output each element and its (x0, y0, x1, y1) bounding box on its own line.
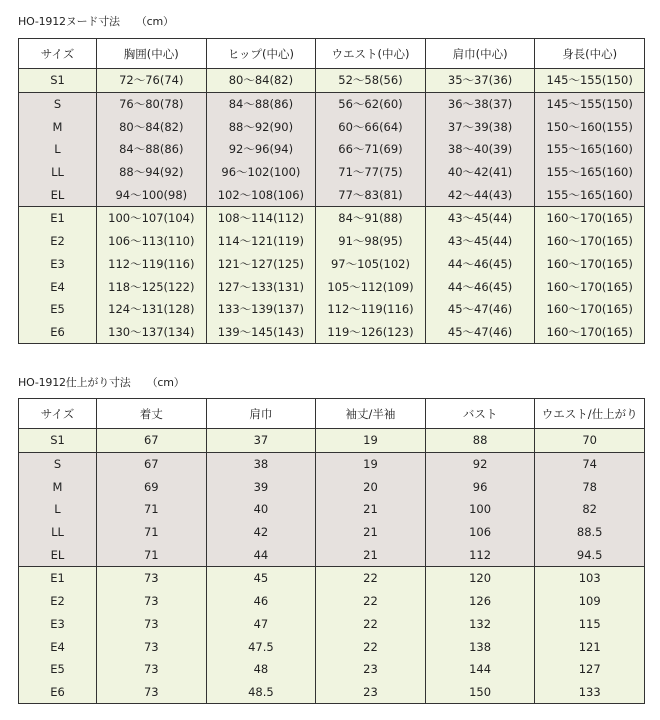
table-cell: 73 (97, 567, 207, 590)
table-cell: 160～170(165) (535, 253, 645, 276)
table-cell: 19 (316, 429, 426, 453)
table-cell: 94～100(98) (97, 183, 207, 206)
size-label-cell: E2 (19, 230, 97, 253)
header-size: サイズ (19, 399, 97, 429)
table-cell: 139～145(143) (206, 321, 316, 344)
table-cell: 84～88(86) (206, 92, 316, 115)
table-row (19, 429, 645, 453)
size-label-cell: E3 (19, 613, 97, 636)
table-cell: 160～170(165) (535, 275, 645, 298)
size-label-cell: E5 (19, 658, 97, 681)
table-row (19, 253, 645, 276)
table-cell: 23 (316, 681, 426, 704)
table-cell: 91～98(95) (316, 230, 426, 253)
table-cell: 160～170(165) (535, 230, 645, 253)
table-cell: 52～58(56) (316, 69, 426, 93)
table-cell: 72～76(74) (97, 69, 207, 93)
table-cell: 88～94(92) (97, 161, 207, 184)
table-cell: 88～92(90) (206, 115, 316, 138)
size-label-cell: E3 (19, 253, 97, 276)
size-label-cell: M (19, 115, 97, 138)
size-label-cell: EL (19, 183, 97, 206)
table-cell: 60～66(64) (316, 115, 426, 138)
table-cell: 37～39(38) (425, 115, 535, 138)
table-cell: 43～45(44) (425, 207, 535, 230)
table-row (19, 183, 645, 206)
table-cell: 47.5 (206, 635, 316, 658)
table-cell: 120 (425, 567, 535, 590)
table-cell: 121～127(125) (206, 253, 316, 276)
table-cell: 155～165(160) (535, 138, 645, 161)
table-cell: 71～77(75) (316, 161, 426, 184)
header-bust: 胸囲(中心) (97, 39, 207, 69)
table-cell: 74 (535, 452, 645, 475)
table-cell: 126 (425, 590, 535, 613)
header-length: 着丈 (97, 399, 207, 429)
table-cell: 73 (97, 635, 207, 658)
nude-table-caption (18, 13, 174, 29)
table-cell: 82 (535, 498, 645, 521)
table-cell: 78 (535, 475, 645, 498)
table-cell: 105～112(109) (316, 275, 426, 298)
table-cell: 119～126(123) (316, 321, 426, 344)
table-cell: 94.5 (535, 543, 645, 566)
table-cell: 130～137(134) (97, 321, 207, 344)
table-cell: 70 (535, 429, 645, 453)
table-row (19, 613, 645, 636)
table-cell: 48 (206, 658, 316, 681)
table-row (19, 275, 645, 298)
finished-table-caption (18, 374, 185, 390)
table-cell: 115 (535, 613, 645, 636)
table-header-row (19, 39, 645, 69)
header-shoulder: 肩巾 (206, 399, 316, 429)
table-cell: 77～83(81) (316, 183, 426, 206)
table-row (19, 452, 645, 475)
table-cell: 22 (316, 635, 426, 658)
table-cell: 80～84(82) (97, 115, 207, 138)
size-label-cell: M (19, 475, 97, 498)
nude-table-title: HO-1912ヌード寸法 (18, 15, 120, 28)
table-cell: 132 (425, 613, 535, 636)
table-cell: 92 (425, 452, 535, 475)
table-cell: 47 (206, 613, 316, 636)
table-cell: 22 (316, 613, 426, 636)
table-cell: 133 (535, 681, 645, 704)
table-cell: 71 (97, 498, 207, 521)
table-cell: 56～62(60) (316, 92, 426, 115)
header-height: 身長(中心) (535, 39, 645, 69)
table-cell: 88.5 (535, 521, 645, 544)
table-row (19, 498, 645, 521)
size-label-cell: L (19, 138, 97, 161)
table-row (19, 69, 645, 93)
size-label-cell: E4 (19, 635, 97, 658)
table-cell: 114～121(119) (206, 230, 316, 253)
table-cell: 96 (425, 475, 535, 498)
table-cell: 44 (206, 543, 316, 566)
table-header-row (19, 399, 645, 429)
table-cell: 71 (97, 521, 207, 544)
table-cell: 73 (97, 681, 207, 704)
table-row (19, 521, 645, 544)
table-cell: 45 (206, 567, 316, 590)
table-cell: 100～107(104) (97, 207, 207, 230)
table-cell: 42～44(43) (425, 183, 535, 206)
table-cell: 67 (97, 429, 207, 453)
table-cell: 112 (425, 543, 535, 566)
table-cell: 39 (206, 475, 316, 498)
table-cell: 109 (535, 590, 645, 613)
table-cell: 44～46(45) (425, 275, 535, 298)
table-cell: 121 (535, 635, 645, 658)
nude-table-unit: （cm） (135, 15, 174, 28)
table-row (19, 115, 645, 138)
header-shoulder: 肩巾(中心) (425, 39, 535, 69)
table-cell: 155～165(160) (535, 161, 645, 184)
table-row (19, 321, 645, 344)
table-cell: 21 (316, 521, 426, 544)
table-row (19, 567, 645, 590)
table-row (19, 138, 645, 161)
header-waist-finished: ウエスト/仕上がり (535, 399, 645, 429)
table-cell: 22 (316, 590, 426, 613)
table-cell: 19 (316, 452, 426, 475)
table-cell: 76～80(78) (97, 92, 207, 115)
table-cell: 97～105(102) (316, 253, 426, 276)
nude-size-table (18, 38, 645, 344)
table-cell: 103 (535, 567, 645, 590)
table-cell: 124～131(128) (97, 298, 207, 321)
size-label-cell: S1 (19, 429, 97, 453)
table-cell: 38～40(39) (425, 138, 535, 161)
size-label-cell: S1 (19, 69, 97, 93)
table-cell: 145～155(150) (535, 69, 645, 93)
table-row (19, 92, 645, 115)
table-cell: 100 (425, 498, 535, 521)
table-cell: 138 (425, 635, 535, 658)
table-cell: 43～45(44) (425, 230, 535, 253)
table-row (19, 658, 645, 681)
table-cell: 145～155(150) (535, 92, 645, 115)
header-waist: ウエスト(中心) (316, 39, 426, 69)
table-row (19, 298, 645, 321)
table-cell: 150 (425, 681, 535, 704)
size-label-cell: LL (19, 521, 97, 544)
size-label-cell: S (19, 92, 97, 115)
header-size: サイズ (19, 39, 97, 69)
table-cell: 40 (206, 498, 316, 521)
table-cell: 133～139(137) (206, 298, 316, 321)
table-cell: 45～47(46) (425, 321, 535, 344)
table-cell: 46 (206, 590, 316, 613)
table-cell: 36～38(37) (425, 92, 535, 115)
size-label-cell: E1 (19, 207, 97, 230)
table-cell: 88 (425, 429, 535, 453)
table-cell: 67 (97, 452, 207, 475)
table-cell: 108～114(112) (206, 207, 316, 230)
table-cell: 112～119(116) (316, 298, 426, 321)
table-cell: 44～46(45) (425, 253, 535, 276)
table-cell: 106 (425, 521, 535, 544)
table-cell: 155～165(160) (535, 183, 645, 206)
size-label-cell: EL (19, 543, 97, 566)
table-cell: 21 (316, 543, 426, 566)
finished-size-table (18, 398, 645, 704)
size-label-cell: E4 (19, 275, 97, 298)
table-cell: 22 (316, 567, 426, 590)
size-label-cell: LL (19, 161, 97, 184)
table-cell: 23 (316, 658, 426, 681)
table-cell: 45～47(46) (425, 298, 535, 321)
table-cell: 42 (206, 521, 316, 544)
table-cell: 92～96(94) (206, 138, 316, 161)
table-row (19, 161, 645, 184)
table-cell: 40～42(41) (425, 161, 535, 184)
size-label-cell: S (19, 452, 97, 475)
table-cell: 73 (97, 658, 207, 681)
table-cell: 160～170(165) (535, 207, 645, 230)
size-label-cell: E6 (19, 321, 97, 344)
table-cell: 80～84(82) (206, 69, 316, 93)
header-hip: ヒップ(中心) (206, 39, 316, 69)
table-cell: 150～160(155) (535, 115, 645, 138)
table-row (19, 635, 645, 658)
size-label-cell: E6 (19, 681, 97, 704)
size-label-cell: E2 (19, 590, 97, 613)
table-cell: 96～102(100) (206, 161, 316, 184)
size-label-cell: E5 (19, 298, 97, 321)
table-cell: 35～37(36) (425, 69, 535, 93)
table-row (19, 230, 645, 253)
table-cell: 160～170(165) (535, 298, 645, 321)
table-cell: 73 (97, 613, 207, 636)
table-cell: 71 (97, 543, 207, 566)
table-row (19, 590, 645, 613)
finished-table-title: HO-1912仕上がり寸法 (18, 376, 131, 389)
table-row (19, 681, 645, 704)
table-cell: 118～125(122) (97, 275, 207, 298)
table-cell: 127 (535, 658, 645, 681)
table-cell: 20 (316, 475, 426, 498)
table-cell: 37 (206, 429, 316, 453)
table-cell: 127～133(131) (206, 275, 316, 298)
table-cell: 106～113(110) (97, 230, 207, 253)
table-cell: 21 (316, 498, 426, 521)
finished-table-unit: （cm） (146, 376, 185, 389)
table-row (19, 475, 645, 498)
header-sleeve: 袖丈/半袖 (316, 399, 426, 429)
table-row (19, 207, 645, 230)
header-bust: バスト (425, 399, 535, 429)
table-row (19, 543, 645, 566)
table-cell: 66～71(69) (316, 138, 426, 161)
table-cell: 160～170(165) (535, 321, 645, 344)
table-cell: 48.5 (206, 681, 316, 704)
table-cell: 84～88(86) (97, 138, 207, 161)
size-label-cell: E1 (19, 567, 97, 590)
table-cell: 38 (206, 452, 316, 475)
table-cell: 84～91(88) (316, 207, 426, 230)
table-cell: 112～119(116) (97, 253, 207, 276)
table-cell: 102～108(106) (206, 183, 316, 206)
size-label-cell: L (19, 498, 97, 521)
table-cell: 144 (425, 658, 535, 681)
table-cell: 69 (97, 475, 207, 498)
table-cell: 73 (97, 590, 207, 613)
